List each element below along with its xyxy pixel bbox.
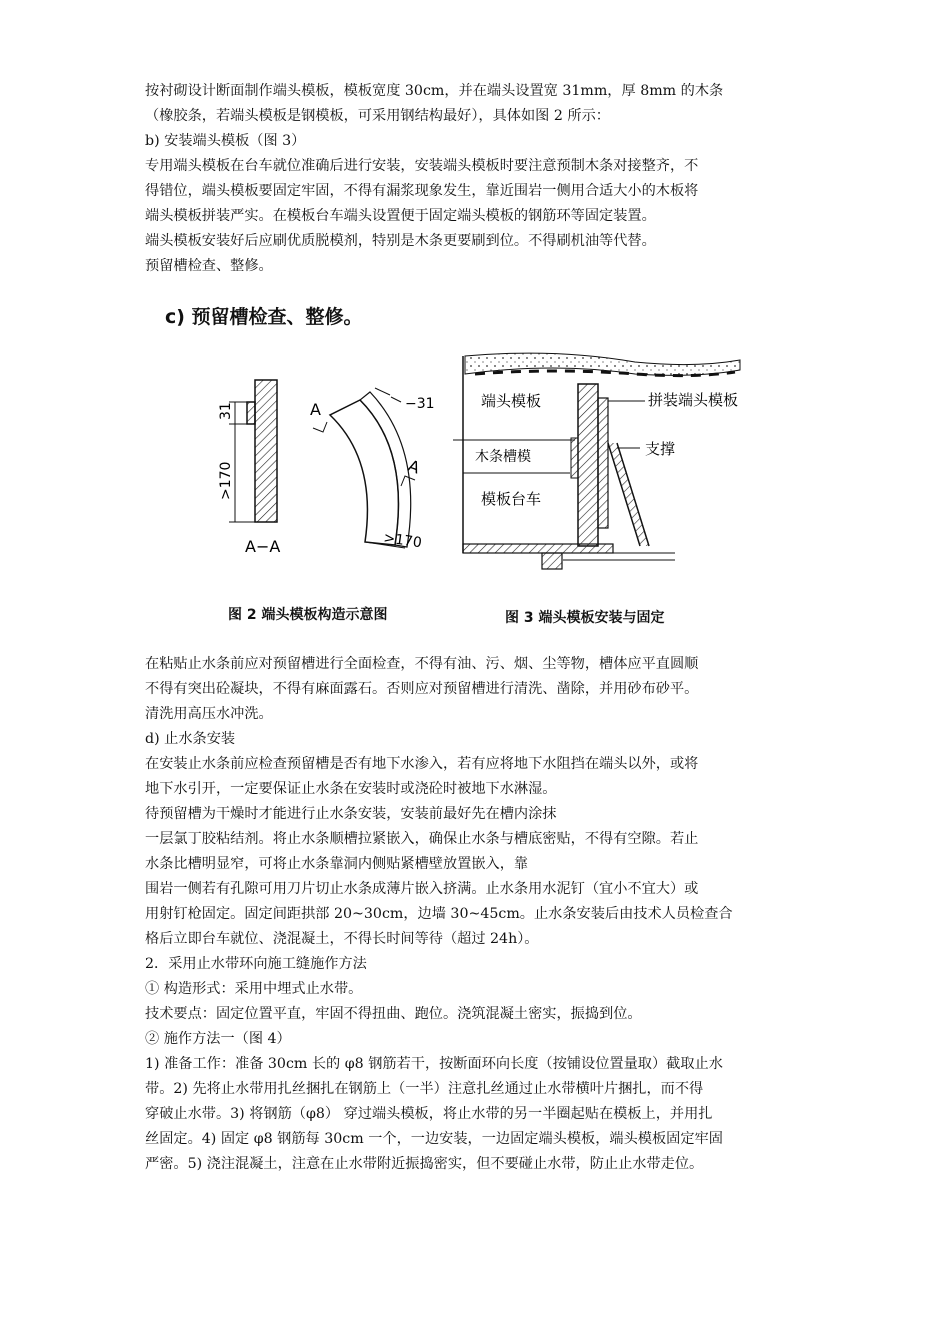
paragraph-line: 不得有突出砼凝块，不得有麻面露石。否则应对预留槽进行清洗、凿除，并用砂布砂平。 (145, 681, 699, 697)
formwork-trolley-label: 模板台车 (481, 490, 542, 508)
paragraph-line: 用射钉枪固定。固定间距拱部 20~30cm，边墙 30~45cm。止水条安装后由技术人员检查合 (145, 906, 733, 922)
paragraph-line: 格后立即台车就位、浇混凝土，不得长时间等待（超过 24h）。 (145, 931, 539, 947)
paragraph-line: 严密。5) 浇注混凝土，注意在止水带附近振捣密实，但不要碰止水带，防止止水带走位。 (145, 1156, 704, 1172)
assembled-end-formwork (598, 398, 608, 528)
paragraph-line: 预留槽检查、整修。 (145, 258, 273, 274)
paragraph-line: 围岩一侧若有孔隙可用刀片切止水条成薄片嵌入挤满。止水条用水泥钉（宜小不宜大）或 (145, 881, 699, 897)
wood-strip-section (247, 402, 255, 424)
figure-3-caption: 图 3 端头模板安装与固定 (505, 610, 665, 626)
dim-170-label: >170 (218, 461, 234, 500)
paragraph-line: 待预留槽为干燥时才能进行止水条安装，安装前最好先在槽内涂抹 (145, 806, 557, 822)
paragraph-line: b) 安装端头模板（图 3） (145, 133, 306, 149)
top-text-block (145, 79, 810, 279)
paragraph-line: 得错位，端头模板要固定牢固，不得有漏浆现象发生，靠近围岩一侧用合适大小的木板将 (145, 183, 699, 199)
paragraph-line: （橡胶条，若端头模板是钢模板，可采用钢结构最好），具体如图 2 所示： (145, 108, 610, 124)
end-form-label: 端头模板 (481, 392, 542, 410)
paragraph-line: 带。2) 先将止水带用扎丝捆扎在钢筋上（一半）注意扎丝通过止水带横叶片捆扎，而不得 (145, 1081, 704, 1097)
curved-dim-170-label: >170 (382, 530, 423, 552)
end-formwork (578, 384, 598, 546)
paragraph-line: 2．采用止水带环向施工缝施作方法 (145, 956, 367, 972)
figure-2-caption: 图 2 端头模板构造示意图 (228, 607, 388, 623)
paragraph-line: 一层氯丁胶粘结剂。将止水条顺槽拉紧嵌入，确保止水条与槽底密贴，不得有空隙。若止 (145, 831, 699, 847)
section-mark-a-top: A (310, 400, 321, 419)
paragraph-line: ① 构造形式：采用中埋式止水带。 (145, 981, 363, 997)
paragraph-line: 专用端头模板在台车就位准确后进行安装，安装端头模板时要注意预制木条对接整齐，不 (145, 158, 699, 174)
paragraph-line: 在安装止水条前应检查预留槽是否有地下水渗入，若有应将地下水阻挡在端头以外，或将 (145, 756, 699, 772)
dim-31-label: 31 (218, 402, 234, 420)
paragraph-line: 在粘贴止水条前应对预留槽进行全面检查，不得有油、污、烟、尘等物，槽体应平直圆顺 (145, 656, 699, 672)
paragraph-line: 丝固定。4) 固定 φ8 钢筋每 30cm 一个，一边安装，一边固定端头模板，端头模板固定牢固 (145, 1131, 723, 1147)
paragraph-line: d) 止水条安装 (145, 731, 236, 747)
support-brace (608, 443, 649, 546)
paragraph-line: ② 施作方法一（图 4） (145, 1031, 291, 1047)
paragraph-line: 端头模板拼装严实。在模板台车端头设置便于固定端头模板的钢筋环等固定装置。 (145, 208, 656, 224)
figure-3-diagram (445, 348, 745, 576)
wood-groove-form-label: 木条槽模 (475, 449, 531, 465)
paragraph-line: 地下水引开，一定要保证止水条在安装时或浇砼时被地下水淋湿。 (145, 781, 557, 797)
section-aa-label: A−A (245, 537, 281, 556)
end-board-section (255, 380, 277, 522)
paragraph-line: 1) 准备工作：准备 30cm 长的 φ8 钢筋若干，按断面环向长度（按铺设位置量取）截取止水 (145, 1056, 723, 1072)
section-mark-a-bottom: A (405, 455, 423, 478)
paragraph-line: 清洗用高压水冲洗。 (145, 706, 273, 722)
paragraph-line: 技术要点：固定位置平直，牢固不得扭曲、跑位。浇筑混凝土密实，振捣到位。 (145, 1006, 642, 1022)
paragraph-line: 按衬砌设计断面制作端头模板，模板宽度 30cm，并在端头设置宽 31mm，厚 8mm 的木条 (145, 83, 724, 99)
wood-groove-form (571, 438, 578, 478)
paragraph-line: 端头模板安装好后应刷优质脱模剂，特别是木条更要刷到位。不得刷机油等代替。 (145, 233, 656, 249)
assembled-end-form-label: 拼装端头模板 (648, 391, 739, 409)
support-label: 支撑 (645, 440, 676, 458)
section-heading: c) 预留槽检查、整修。 (165, 306, 363, 328)
curved-end-board (330, 400, 398, 545)
paragraph-line: 水条比槽明显窄，可将止水条靠洞内侧贴紧槽壁放置嵌入，靠 (145, 856, 529, 872)
curved-dim-31-label: −31 (405, 396, 435, 412)
paragraph-line: 穿破止水带。3) 将钢筋（φ8） 穿过端头模板，将止水带的另一半圈起贴在模板上，并用扎 (145, 1106, 713, 1122)
trolley-base (463, 544, 613, 553)
figure-2-diagram (205, 370, 445, 560)
bottom-text-block (145, 652, 810, 1177)
